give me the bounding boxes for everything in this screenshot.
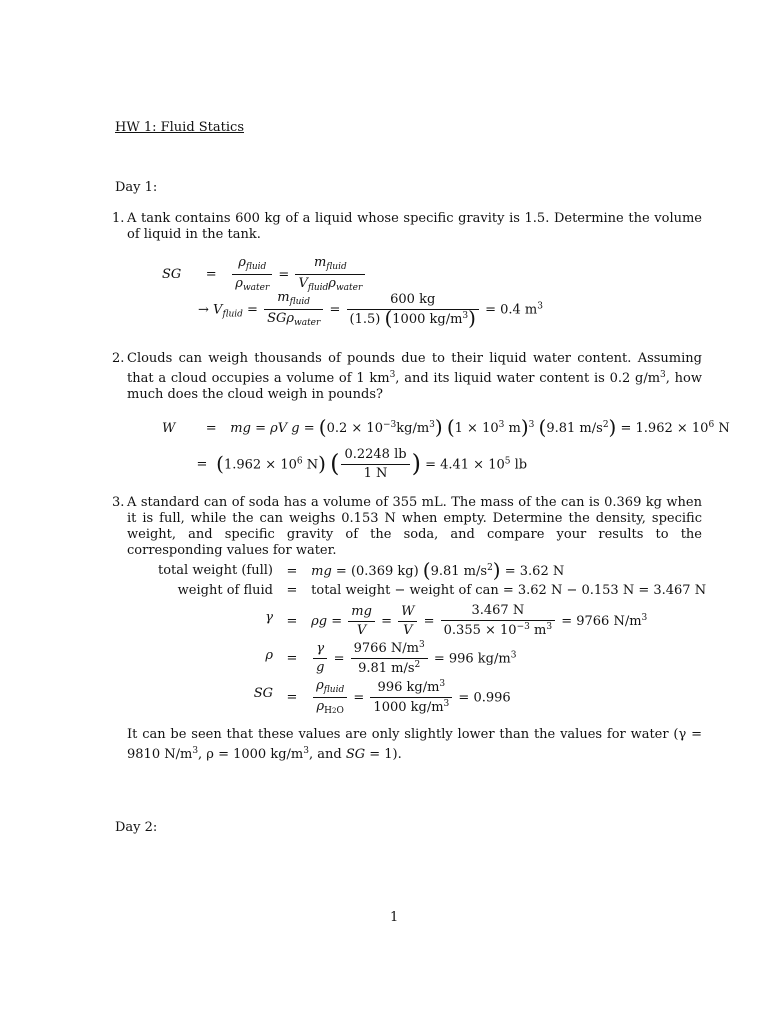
problem-1-equation-1: SG = $\frac{\rho_{fluid}}{\rho_{water}}$ = $\frac{m_{fluid}}{V_{fluid}\rho_{water}}$ <box>162 255 367 295</box>
p3-rho-eq: = $\frac{\gamma}{g}$ = $\frac{9766 N/m^3}{9.81 m/s^2}$ = 996 $kg/m^3$ <box>286 640 517 677</box>
problem-2-number: 2. <box>112 351 125 366</box>
problem-3-conclusion: It can be seen that these values are only slightly lower than the values for water (γ = 9810 $N/m^3$, ρ = 1000 $kg/m^3$, and SG = 1). <box>127 727 702 762</box>
p3-total-weight-label: total weight (full) <box>158 563 273 578</box>
p3-gamma-eq: = ρg = $\frac{mg}{V}$ = $\frac{W}{V}$ = $\frac{3.467 N}{0.355 \times 10^{-3} m^3}$ = 9766 $N/m^3$ <box>286 603 648 639</box>
p3-gamma-label: γ <box>265 610 273 625</box>
p3-total-weight-eq: = mg = (0.369 kg) (9.81 $m/s^2) = 3.62$ N <box>286 558 565 582</box>
problem-2-equation-2: = ($1.962 \times 10^6$ N) ( $\frac{0.2248 lb}{1 N}$ ) = $4.41 \times 10^5$ lb <box>196 447 528 482</box>
problem-1-text: A tank contains 600 kg of a liquid whose specific gravity is 1.5. Determine the volume of liquid in the tank. <box>127 211 702 242</box>
problem-3-number: 3. <box>112 495 125 510</box>
day-1-label: Day 1: <box>115 180 158 195</box>
page-number: 1 <box>390 910 399 925</box>
problem-2-equation-1: W = mg = ρV $g = (0.2 \times 10^{-3}kg/m^3)$ ($1 \times 10^3$ m)$^3$ (9.81 $m/s^2) = 1.962 \times 10^6$ N <box>162 415 730 439</box>
p3-sg-label: SG <box>253 686 273 701</box>
p3-weight-of-fluid-eq: = total weight − weight of can = 3.62 N − 0.153 N = 3.467 N <box>286 583 707 598</box>
p3-weight-of-fluid-label: weight of fluid <box>177 583 273 598</box>
problem-1-equation-2: → $V_{fluid}$ = $\frac{m_{fluid}}{SG\rho_{water}}$ = $\frac{600 kg}{(1.5) (1000 kg/m^3)}$ = 0.4 $m^3$ <box>198 290 543 330</box>
p3-sg-eq: = $\frac{\rho_{fluid}}{\rho_{H2O}}$ = $\frac{996 kg/m^3}{1000 kg/m^3}$ = 0.996 <box>286 678 511 717</box>
problem-2-text: Clouds can weigh thousands of pounds due to their liquid water content. Assuming that a cloud occupies a volume of 1 $km^3$, and its liquid water content is 0.2 $g/m^3$, how much does the cloud weigh in pounds? <box>127 351 703 402</box>
problem-3-text: A standard can of soda has a volume of 355 mL. The mass of the can is 0.369 kg when it is full, while the can weighs 0.153 N when empty. Determine the density, specific weight, and specific gravity of the soda, and compare your results to the corresponding values for water. <box>127 495 702 558</box>
problem-1-number: 1. <box>112 211 125 226</box>
day-2-label: Day 2: <box>115 820 158 835</box>
page-title: HW 1: Fluid Statics <box>115 120 244 135</box>
p3-rho-label: ρ <box>265 648 273 663</box>
